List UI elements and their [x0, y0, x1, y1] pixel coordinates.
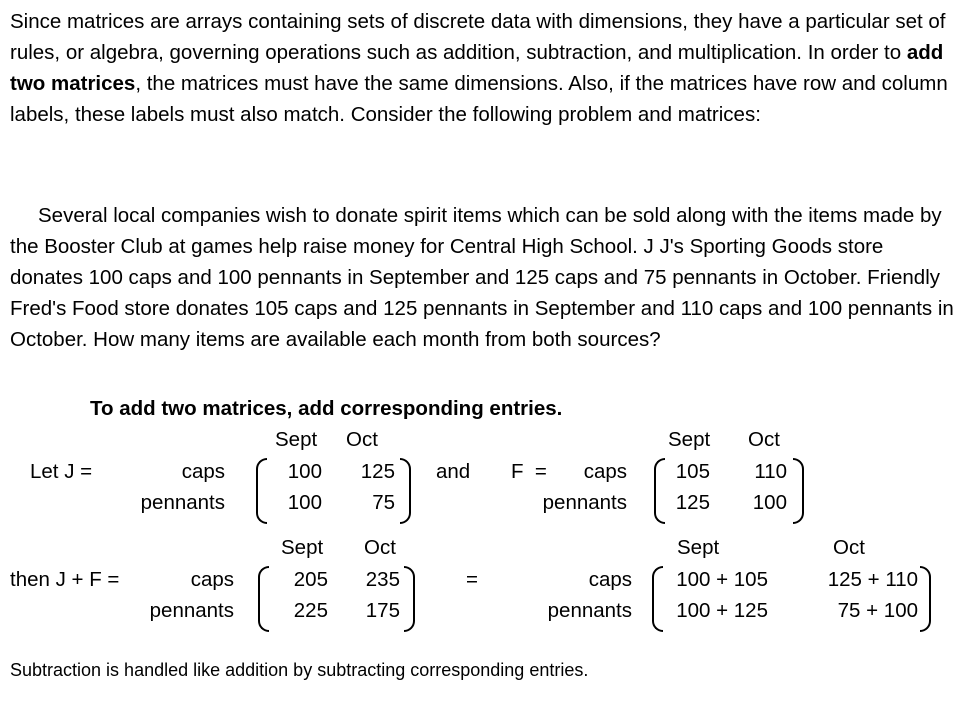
sum-lead: then J + F = [10, 568, 120, 591]
j-left-bracket [256, 458, 267, 524]
intro-paragraph [10, 6, 955, 130]
rule-heading: To add two matrices, add corresponding entries. [90, 397, 563, 420]
f-col-oct: Oct [748, 428, 780, 451]
intro-text-2: , the matrices must have the same dimensions. Also, if the matrices have row and column labels, these labels must also match. Consider the following problem and matrices: [10, 72, 948, 126]
and-label: and [436, 460, 471, 483]
f-row-caps: caps [583, 460, 627, 483]
sum-left-bracket [258, 566, 269, 632]
sum-cell-1-1: 205 [293, 568, 328, 591]
sum-row-caps: caps [190, 568, 234, 591]
problem-paragraph: Several local companies wish to donate spirit items which can be sold along with the items made by the Booster Club at games help raise money for Central High School. J J's Sporting Goods store donates 100 caps and 100 pennants in September and 125 caps and 75 pennants in October. Friendly Fred's Food store donates 105 caps and 125 pennants in September and 110 caps and 100 pennants in October. How many items are available each month from both sources? [10, 204, 954, 351]
sum-row-pennants: pennants [149, 599, 234, 622]
exp-cell-2-1: 100 + 125 [676, 599, 768, 622]
exp-cell-1-1: 100 + 105 [676, 568, 768, 591]
sum-col-oct: Oct [364, 536, 396, 559]
f-row-pennants: pennants [542, 491, 627, 514]
exp-row-caps: caps [588, 568, 632, 591]
intro-text-1: Since matrices are arrays containing sets of discrete data with dimensions, they have a particular set of rules, or algebra, governing operations such as addition, subtraction, and multiplication. In order to [10, 10, 946, 64]
footer-note: Subtraction is handled like addition by subtracting corresponding entries. [10, 660, 589, 680]
exp-row-pennants: pennants [547, 599, 632, 622]
exp-cell-1-2: 125 + 110 [827, 568, 918, 591]
f-right-bracket [793, 458, 804, 524]
j-cell-2-2: 75 [372, 491, 395, 514]
j-col-sept: Sept [275, 428, 318, 451]
equals-sign: = [466, 568, 478, 591]
j-right-bracket [400, 458, 411, 524]
f-col-sept: Sept [668, 428, 711, 451]
sum-cell-1-2: 235 [365, 568, 400, 591]
sum-cell-2-2: 175 [365, 599, 400, 622]
j-cell-2-1: 100 [287, 491, 322, 514]
f-cell-1-1: 105 [675, 460, 710, 483]
f-cell-2-1: 125 [675, 491, 710, 514]
j-row-pennants: pennants [140, 491, 225, 514]
j-cell-1-2: 125 [360, 460, 395, 483]
j-cell-1-1: 100 [287, 460, 322, 483]
j-row-caps: caps [181, 460, 225, 483]
exp-col-sept: Sept [677, 536, 720, 559]
exp-right-bracket [920, 566, 931, 632]
f-cell-1-2: 110 [754, 460, 787, 483]
sum-cell-2-1: 225 [293, 599, 328, 622]
sum-col-sept: Sept [281, 536, 324, 559]
intro-bold-phrase: add two matrices [10, 41, 944, 95]
j-col-oct: Oct [346, 428, 378, 451]
j-lead: Let J = [30, 460, 93, 483]
exp-col-oct: Oct [833, 536, 865, 559]
f-cell-2-2: 100 [752, 491, 787, 514]
sum-right-bracket [404, 566, 415, 632]
f-lead: F = [511, 460, 547, 483]
exp-cell-2-2: 75 + 100 [837, 599, 918, 622]
